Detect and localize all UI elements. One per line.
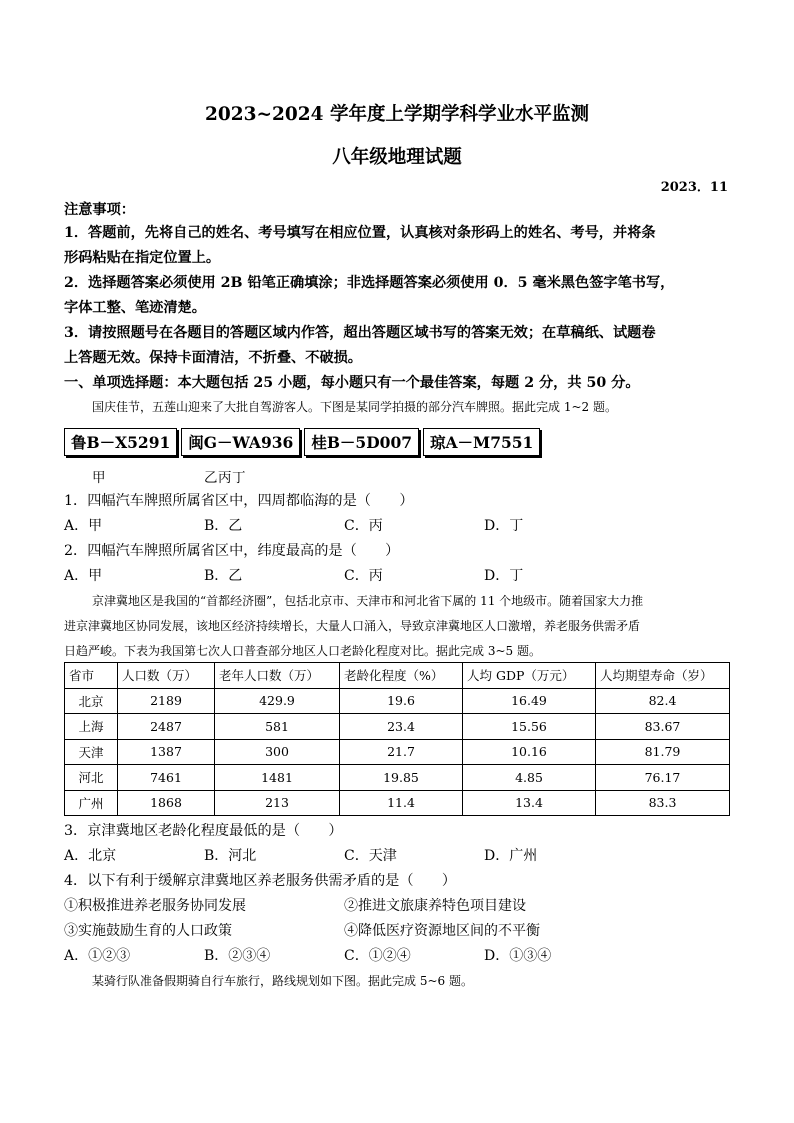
table-cell: 83.67 — [596, 714, 730, 740]
answer-option: A．甲 — [64, 568, 103, 584]
table-cell: 21.7 — [340, 739, 463, 765]
answer-option: D．广州 — [484, 848, 538, 864]
table-cell: 7461 — [118, 765, 215, 791]
table-cell: 11.4 — [340, 790, 463, 816]
table-row — [65, 790, 730, 816]
table-header: 人口数（万） — [118, 663, 215, 689]
table-cell: 581 — [215, 714, 340, 740]
table-row — [65, 688, 730, 714]
question-stem: 2．四幅汽车牌照所属省区中，纬度最高的是（ ） — [64, 543, 400, 559]
question-intro: 进京津冀地区协同发展，该地区经济持续增长，大量人口涌入，导致京津冀地区人口激增，养老服务供需矛盾 — [64, 619, 641, 633]
table-cell: 23.4 — [340, 714, 463, 740]
answer-option: A．①②③ — [64, 948, 131, 964]
table-cell: 上海 — [65, 714, 118, 740]
answer-option: B．乙 — [204, 568, 243, 584]
question-intro: 某骑行队准备假期骑自行车旅行，路线规划如下图。据此完成 5~6 题。 — [92, 974, 473, 988]
answer-option: D．①③④ — [484, 948, 552, 964]
license-plate: 闽G－WA936 — [181, 428, 300, 456]
answer-option: B．乙 — [204, 518, 243, 534]
notes-item: 字体工整、笔迹清楚。 — [64, 300, 206, 316]
table-cell: 1868 — [118, 790, 215, 816]
answer-option: C．①②④ — [344, 948, 411, 964]
table-cell: 19.85 — [340, 765, 463, 791]
question-stem: 1．四幅汽车牌照所属省区中，四周都临海的是（ ） — [64, 493, 414, 509]
table-header-row — [65, 663, 730, 689]
license-plates — [64, 428, 540, 458]
table-cell: 83.3 — [596, 790, 730, 816]
license-plate: 桂B－5D007 — [304, 428, 419, 456]
table-cell: 10.16 — [463, 739, 596, 765]
table-cell: 429.9 — [215, 688, 340, 714]
table-row — [65, 714, 730, 740]
question-intro: 日趋严峻。下表为我国第七次人口普查部分地区人口老龄化程度对比。据此完成 3~5 题。 — [64, 644, 541, 658]
answer-option: C．丙 — [344, 518, 383, 534]
plate-label: 乙 — [204, 470, 218, 486]
answer-option: A．北京 — [64, 848, 117, 864]
table-cell: 16.49 — [463, 688, 596, 714]
notes-item: 3．请按照题号在各题目的答题区域内作答，超出答题区域书写的答案无效；在草稿纸、试题卷 — [64, 325, 656, 341]
exam-subtitle: 八年级地理试题 — [332, 147, 462, 168]
license-plate: 琼A－M7551 — [423, 428, 540, 456]
notes-item: 形码粘贴在指定位置上。 — [64, 250, 221, 266]
notes-heading: 注意事项： — [64, 202, 135, 218]
exam-date: 2023．11 — [660, 180, 728, 195]
statement-choice: ④降低医疗资源地区间的不平衡 — [344, 923, 540, 939]
table-cell: 300 — [215, 739, 340, 765]
table-cell: 82.4 — [596, 688, 730, 714]
answer-option: C．丙 — [344, 568, 383, 584]
table-cell: 1481 — [215, 765, 340, 791]
table-cell: 2189 — [118, 688, 215, 714]
table-row — [65, 739, 730, 765]
table-cell: 4.85 — [463, 765, 596, 791]
statement-choice: ①积极推进养老服务协同发展 — [64, 898, 246, 914]
table-cell: 213 — [215, 790, 340, 816]
plate-labels — [64, 466, 364, 484]
table-cell: 河北 — [65, 765, 118, 791]
notes-item: 1．答题前，先将自己的姓名、考号填写在相应位置，认真核对条形码上的姓名、考号，并将条 — [64, 225, 656, 241]
statement-choice: ②推进文旅康养特色项目建设 — [344, 898, 526, 914]
answer-option: D．丁 — [484, 518, 524, 534]
answer-option: B．河北 — [204, 848, 257, 864]
plate-label: 丙 — [218, 470, 232, 486]
notes-item: 上答题无效。保持卡面清洁，不折叠、不破损。 — [64, 350, 362, 366]
statement-choice: ③实施鼓励生育的人口政策 — [64, 923, 232, 939]
table-header: 人均期望寿命（岁） — [596, 663, 730, 689]
question-intro: 国庆佳节，五莲山迎来了大批自驾游客人。下图是某同学拍摄的部分汽车牌照。据此完成 1~2 题。 — [92, 400, 617, 414]
plate-label: 甲 — [92, 470, 106, 486]
table-cell: 2487 — [118, 714, 215, 740]
table-cell: 19.6 — [340, 688, 463, 714]
question-stem: 4．以下有利于缓解京津冀地区养老服务供需矛盾的是（ ） — [64, 873, 457, 889]
plate-label: 丁 — [232, 470, 246, 486]
question-stem: 3．京津冀地区老龄化程度最低的是（ ） — [64, 823, 343, 839]
question-intro: 京津冀地区是我国的“首都经济圈”，包括北京市、天津市和河北省下属的 11 个地级市。随着国家大力推 — [92, 594, 644, 608]
table-cell: 81.79 — [596, 739, 730, 765]
exam-title: 2023~2024 学年度上学期学科学业水平监测 — [205, 104, 589, 125]
table-cell: 广州 — [65, 790, 118, 816]
table-row — [65, 765, 730, 791]
answer-option: C．天津 — [344, 848, 397, 864]
answer-option: A．甲 — [64, 518, 103, 534]
table-header: 人均 GDP（万元） — [463, 663, 596, 689]
notes-item: 2．选择题答案必须使用 2B 铅笔正确填涂；非选择题答案必须使用 0．5 毫米黑色签字笔书写， — [64, 275, 675, 291]
table-cell: 76.17 — [596, 765, 730, 791]
table-cell: 天津 — [65, 739, 118, 765]
table-cell: 北京 — [65, 688, 118, 714]
table-header: 老龄化程度（%） — [340, 663, 463, 689]
population-table — [64, 662, 730, 816]
table-cell: 13.4 — [463, 790, 596, 816]
table-header: 老年人口数（万） — [215, 663, 340, 689]
answer-option: D．丁 — [484, 568, 524, 584]
table-header: 省市 — [65, 663, 118, 689]
answer-option: B．②③④ — [204, 948, 271, 964]
section-heading: 一、单项选择题：本大题包括 25 小题，每小题只有一个最佳答案，每题 2 分，共 50 分。 — [64, 375, 640, 391]
license-plate: 鲁B－X5291 — [64, 428, 177, 456]
table-cell: 1387 — [118, 739, 215, 765]
table-cell: 15.56 — [463, 714, 596, 740]
